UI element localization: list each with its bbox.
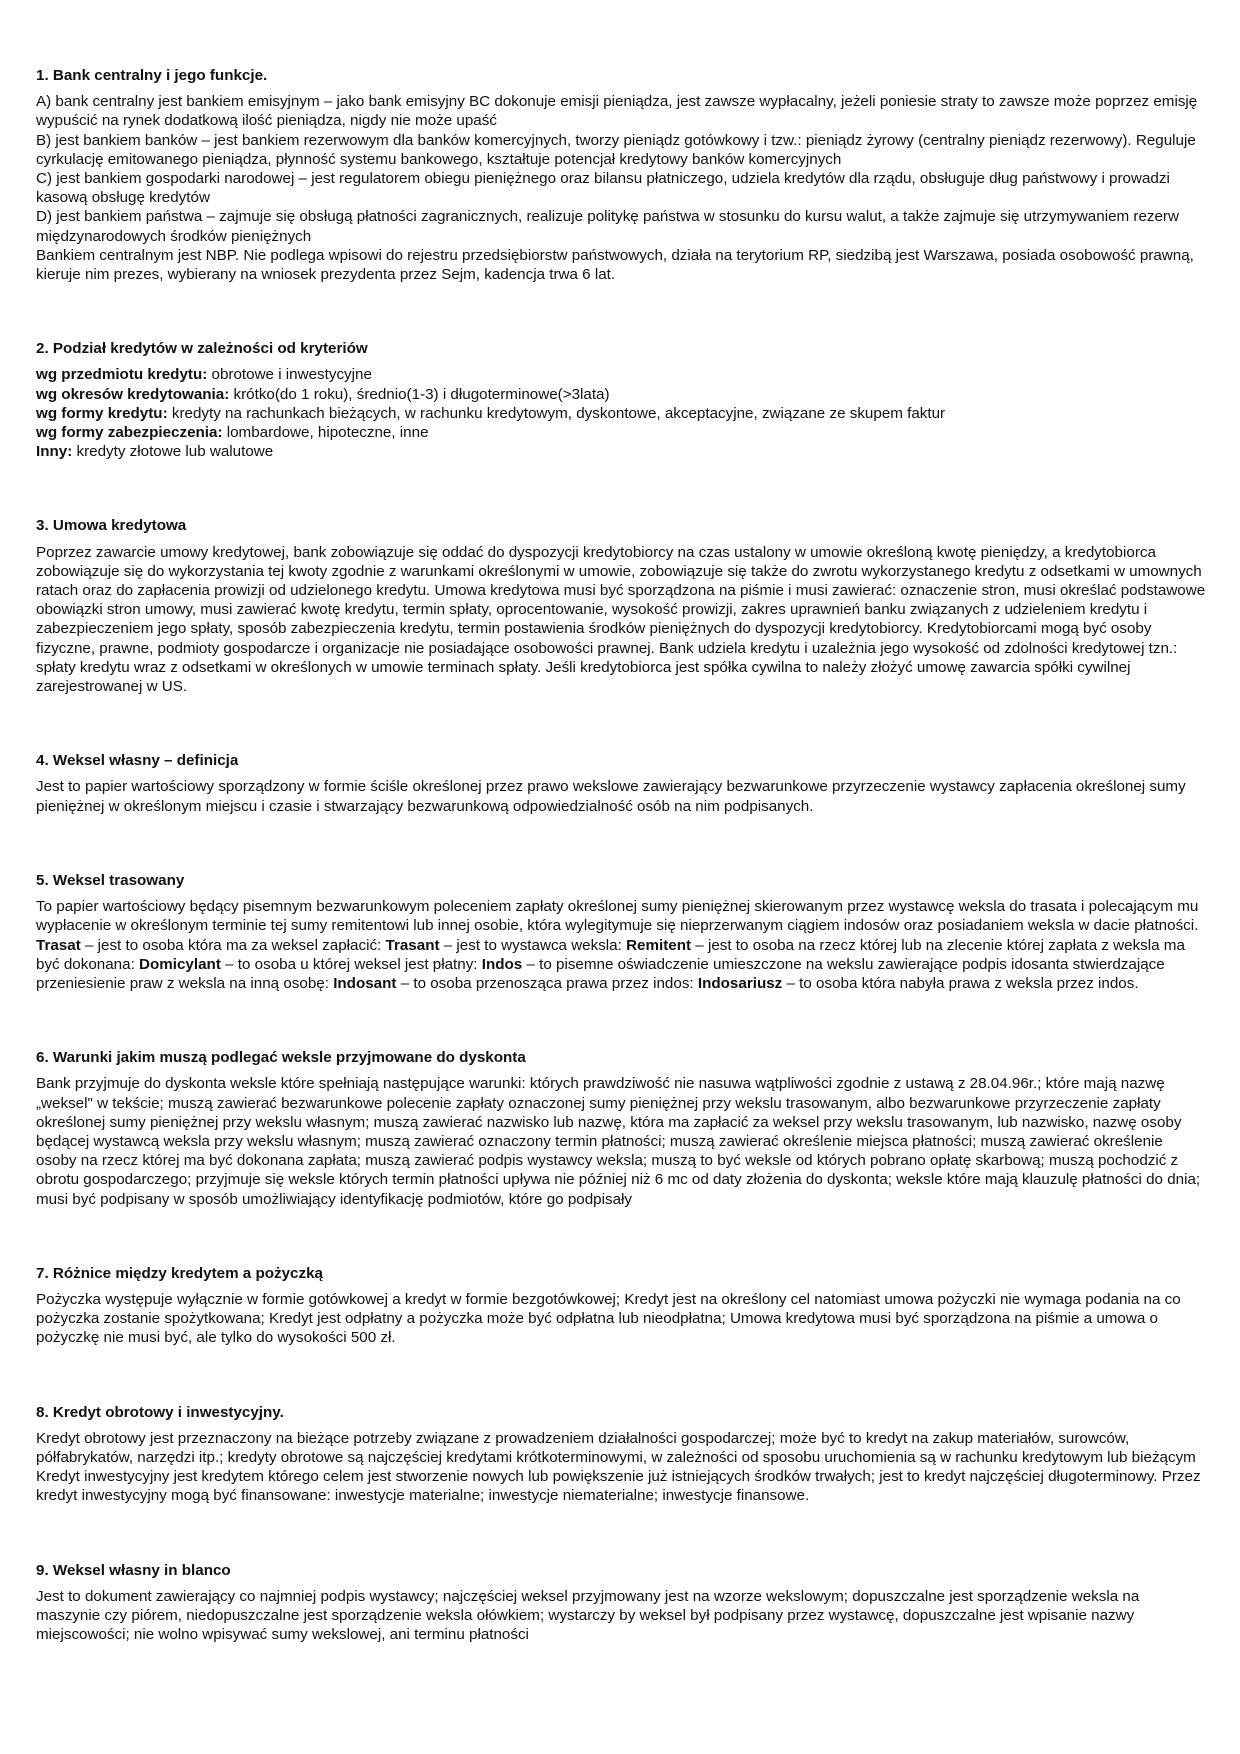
- criterion-label: Inny:: [36, 443, 73, 461]
- section-8: [36, 1403, 1206, 1506]
- criterion-text: obrotowe i inwestycyjne: [207, 366, 372, 384]
- section-4: [36, 751, 1206, 816]
- definition-text: – to osoba przenosząca prawa przez indos:: [396, 974, 698, 992]
- section-8-heading: 8. Kredyt obrotowy i inwestycyjny.: [36, 1403, 284, 1421]
- section-1-paragraph-c: C) jest bankiem gospodarki narodowej – jest regulatorem obiegu pieniężnego oraz bilansu płatniczego, udziela kredytów dla rządu, obsługuje dług państwowy i prowadzi kasową obsługę kredytów: [36, 170, 1170, 207]
- criterion-row: [36, 365, 1206, 384]
- definition-text: – to pisemne oświadczenie umieszczone na wekslu zawierające podpis idosanta stwierdzające przeniesienie praw z weksla na inną osobę:: [36, 955, 1165, 992]
- criterion-text: kredyty na rachunkach bieżących, w rachunku kredytowym, dyskontowe, akceptacyjne, związane ze skupem faktur: [167, 404, 946, 422]
- section-6-paragraph: Bank przyjmuje do dyskonta weksle które spełniają następujące warunki: których prawdziwość nie nasuwa wątpliwości zgodnie z ustawą z 28.04.96r.; które mają nazwę „weksel" w tekście; muszą zawierać bezwarunkowe polecenie zapłaty oznaczonej sumy pieniężnej przy wekslu trasowanym, albo bezwarunkowe przyrzeczenie zapłaty określonej sumy pieniężnej przy wekslu własnym; muszą zawierać nazwisko lub nazwę, która ma zapłacić za weksel przy wekslu trasowanym, lub nazwisko, nazwę osoby będącej wystawcą weksla przy wekslu własnym; muszą zawierać oznaczony termin płatności; muszą zawierać określenie miejsca płatności; muszą zawierać określenie osoby na rzecz której ma być dokonana zapłata; muszą zawierać podpis wystawcy weksla; muszą to być weksle od których pobrano opłatę skarbową; muszą pochodzić z obrotu gospodarczego; przyjmuje się weksle których termin płatności upływa nie później niż 6 mc od daty złożenia do dyskonta; weksle które mają klauzulę płatności do dnia; musi być podpisany w sposób umożliwiający identyfikację podmiotów, które go podpisały: [36, 1075, 1201, 1208]
- criterion-text: krótko(do 1 roku), średnio(1-3) i długoterminowe(>3lata): [229, 385, 610, 403]
- criterion-text: lombardowe, hipoteczne, inne: [222, 424, 429, 442]
- section-5: [36, 871, 1206, 993]
- section-7-heading: 7. Różnice między kredytem a pożyczką: [36, 1264, 323, 1282]
- section-4-heading: 4. Weksel własny – definicja: [36, 752, 239, 770]
- section-1-paragraph-b: B) jest bankiem banków – jest bankiem rezerwowym dla banków komercyjnych, tworzy pieniądz gotówkowy i tzw.: pieniądz żyrowy (centralny pieniądz rezerwowy). Reguluje cyrkulację emitowanego pieniądza, płynność systemu bankowego, kształtuje potencjał kredytowy banków komercyjnych: [36, 131, 1196, 168]
- term-trasat: Trasat: [36, 936, 81, 954]
- term-indosariusz: Indosariusz: [697, 974, 783, 992]
- criterion-row: [36, 423, 1206, 442]
- document-page: [36, 66, 1206, 1644]
- section-1-heading: 1. Bank centralny i jego funkcje.: [36, 67, 268, 84]
- criterion-label: wg okresów kredytowania:: [36, 385, 230, 403]
- criterion-label: wg formy kredytu:: [36, 404, 168, 422]
- section-7: [36, 1264, 1206, 1348]
- section-9-heading: 9. Weksel własny in blanco: [36, 1561, 231, 1579]
- section-7-paragraph: Pożyczka występuje wyłącznie w formie gotówkowej a kredyt w formie bezgotówkowej; Kredyt jest na określony cel natomiast umowa pożyczki nie wymaga podania na co pożyczka zostanie spożytkowana; Kredyt jest odpłatny a pożyczka może być odpłatna lub nieodpłatna; Umowa kredytowa musi być sporządzona na piśmie a umowa o pożyczkę nie musi być, ale tylko do wysokości 500 zł.: [36, 1290, 1181, 1347]
- section-4-paragraph: Jest to papier wartościowy sporządzony w formie ściśle określonej przez prawo wekslowe zawierający bezwarunkowe przyrzeczenie wystawcy zapłacenia określonej sumy pieniężnej w określonym miejscu i czasie i stwarzający bezwarunkową odpowiedzialność osób na nim podpisanych.: [36, 778, 1186, 815]
- section-1-paragraph-a: A) bank centralny jest bankiem emisyjnym – jako bank emisyjny BC dokonuje emisji pieniądza, jest zawsze wypłacalny, jeżeli poniesie straty to zawsze może poprzez emisję wypuścić na rynek dodatkową ilość pieniądza, nigdy nie może upaść: [36, 93, 1198, 130]
- section-6-heading: 6. Warunki jakim muszą podlegać weksle przyjmowane do dyskonta: [36, 1049, 526, 1067]
- criterion-text: kredyty złotowe lub walutowe: [72, 443, 274, 461]
- definition-text: – jest to osoba która ma za weksel zapłacić:: [80, 936, 386, 954]
- section-3-heading: 3. Umowa kredytowa: [36, 517, 187, 535]
- definition-text: – to osoba u której weksel jest płatny:: [220, 955, 482, 973]
- section-2: [36, 339, 1206, 461]
- criterion-row: [36, 404, 1206, 423]
- criterion-row: [36, 385, 1206, 404]
- section-5-paragraph: To papier wartościowy będący pisemnym bezwarunkowym poleceniem zapłaty określonej sumy pieniężnej skierowanym przez wystawcę weksla do trasata i polecającym mu wypłacenie w określonym terminie tej sumy remitentowi lub innej osobie, która wylegitymuje się nieprzerwanym ciągiem indosów oraz posiadaniem weksla w dacie płatności.: [36, 898, 1199, 935]
- term-remitent: Remitent: [626, 936, 692, 954]
- section-2-heading: 2. Podział kredytów w zależności od kryteriów: [36, 340, 368, 358]
- section-8-paragraph-inwestycyjny: Kredyt inwestycyjny jest kredytem którego celem jest stworzenie nowych lub powiększenie już istniejących środków trwałych; jest to kredyt najczęściej długoterminowy. Przez kredyt inwestycyjny mogą być finansowane: inwestycje materialne; inwestycje niematerialne; inwestycje finansowe.: [36, 1468, 1201, 1505]
- criterion-label: wg przedmiotu kredytu:: [36, 366, 208, 384]
- section-9: [36, 1561, 1206, 1645]
- criterion-row: [36, 442, 1206, 461]
- term-trasant: Trasant: [385, 936, 440, 954]
- section-3-paragraph: Poprzez zawarcie umowy kredytowej, bank zobowiązuje się oddać do dyspozycji kredytobiorcy na czas ustalony w umowie określoną kwotę pieniędzy, a kredytobiorca zobowiązuje się do wykorzystania tej kwoty zgodnie z warunkami określonymi w umowie, zobowiązuje się także do zwrotu wykorzystanego kredytu z odsetkami w umownych ratach oraz do zapłacenia prowizji od udzielonego kredytu. Umowa kredytowa musi być sporządzona na piśmie i musi zawierać: oznaczenie stron, musi określać podstawowe obowiązki stron umowy, musi zawierać kwotę kredytu, termin spłaty, oprocentowanie, wysokość prowizji, zakres uprawnień banku związanych z udzieleniem kredytu i zabezpieczeniem jego spłaty, sposób zabezpieczenia kredytu, termin postawienia środków pieniężnych do dyspozycji kredytobiorcy. Kredytobiorcami mogą być osoby fizyczne, prawne, podmioty gospodarcze i organizacje nie posiadające osobowości prawnej. Bank udziela kredytu i uzależnia jego wysokość od zdolności kredytowej tzn.: spłaty kredytu wraz z odsetkami w określonych w umowie terminach spłaty. Jeśli kredytobiorca jest spółka cywilna to należy złożyć umowę zawarcia spółki cywilnej zarejestrowanej w US.: [36, 543, 1206, 696]
- definition-text: – to osoba która nabyła prawa z weksla przez indos.: [782, 974, 1139, 992]
- definition-text: – jest to wystawca weksla:: [439, 936, 627, 954]
- section-9-paragraph: Jest to dokument zawierający co najmniej podpis wystawcy; najczęściej weksel przyjmowany jest na wzorze wekslowym; dopuszczalne jest sporządzenie weksla na maszynie czy piórem, niedopuszczalne jest sporządzenie weksla ołówkiem; wystarczy by weksel był podpisany przez wystawcę, dopuszczalne jest wpisanie nazwy miejscowości; nie wolno wpisywać sumy wekslowej, ani terminu płatności: [36, 1587, 1140, 1644]
- term-indos: Indos: [481, 955, 523, 973]
- term-domicylant: Domicylant: [139, 955, 221, 973]
- section-1-paragraph-nbp: Bankiem centralnym jest NBP. Nie podlega wpisowi do rejestru przedsiębiorstw państwowych, działa na terytorium RP, siedzibą jest Warszawa, posiada osobowość prawną, kieruje nim prezes, wybierany na wniosek prezydenta przez Sejm, kadencja trwa 6 lat.: [36, 246, 1194, 284]
- criterion-label: wg formy zabezpieczenia:: [36, 424, 223, 442]
- section-8-paragraph-obrotowy: Kredyt obrotowy jest przeznaczony na bieżące potrzeby związane z prowadzeniem działalności gospodarczej; może być to kredyt na zakup materiałów, surowców, półfabrykatów, narzędzi itp.; kredyty obrotowe są najczęściej kredytami krótkoterminowymi, w zależności od sposobu uruchomienia są w rachunku kredytowym lub bieżącym: [36, 1429, 1196, 1466]
- section-1: [36, 66, 1206, 284]
- section-6: [36, 1048, 1206, 1209]
- section-5-definitions: [36, 936, 1206, 994]
- section-3: [36, 516, 1206, 696]
- definition-text: – jest to osoba na rzecz której lub na zlecenie której zapłata z weksla ma być dokonana:: [36, 936, 1185, 973]
- section-5-heading: 5. Weksel trasowany: [36, 871, 185, 889]
- section-1-paragraph-d: D) jest bankiem państwa – zajmuje się obsługą płatności zagranicznych, realizuje politykę państwa w stosunku do kursu walut, a także zajmuje się utrzymywaniem rezerw międzynarodowych środków pieniężnych: [36, 208, 1179, 245]
- term-indosant: Indosant: [333, 974, 397, 992]
